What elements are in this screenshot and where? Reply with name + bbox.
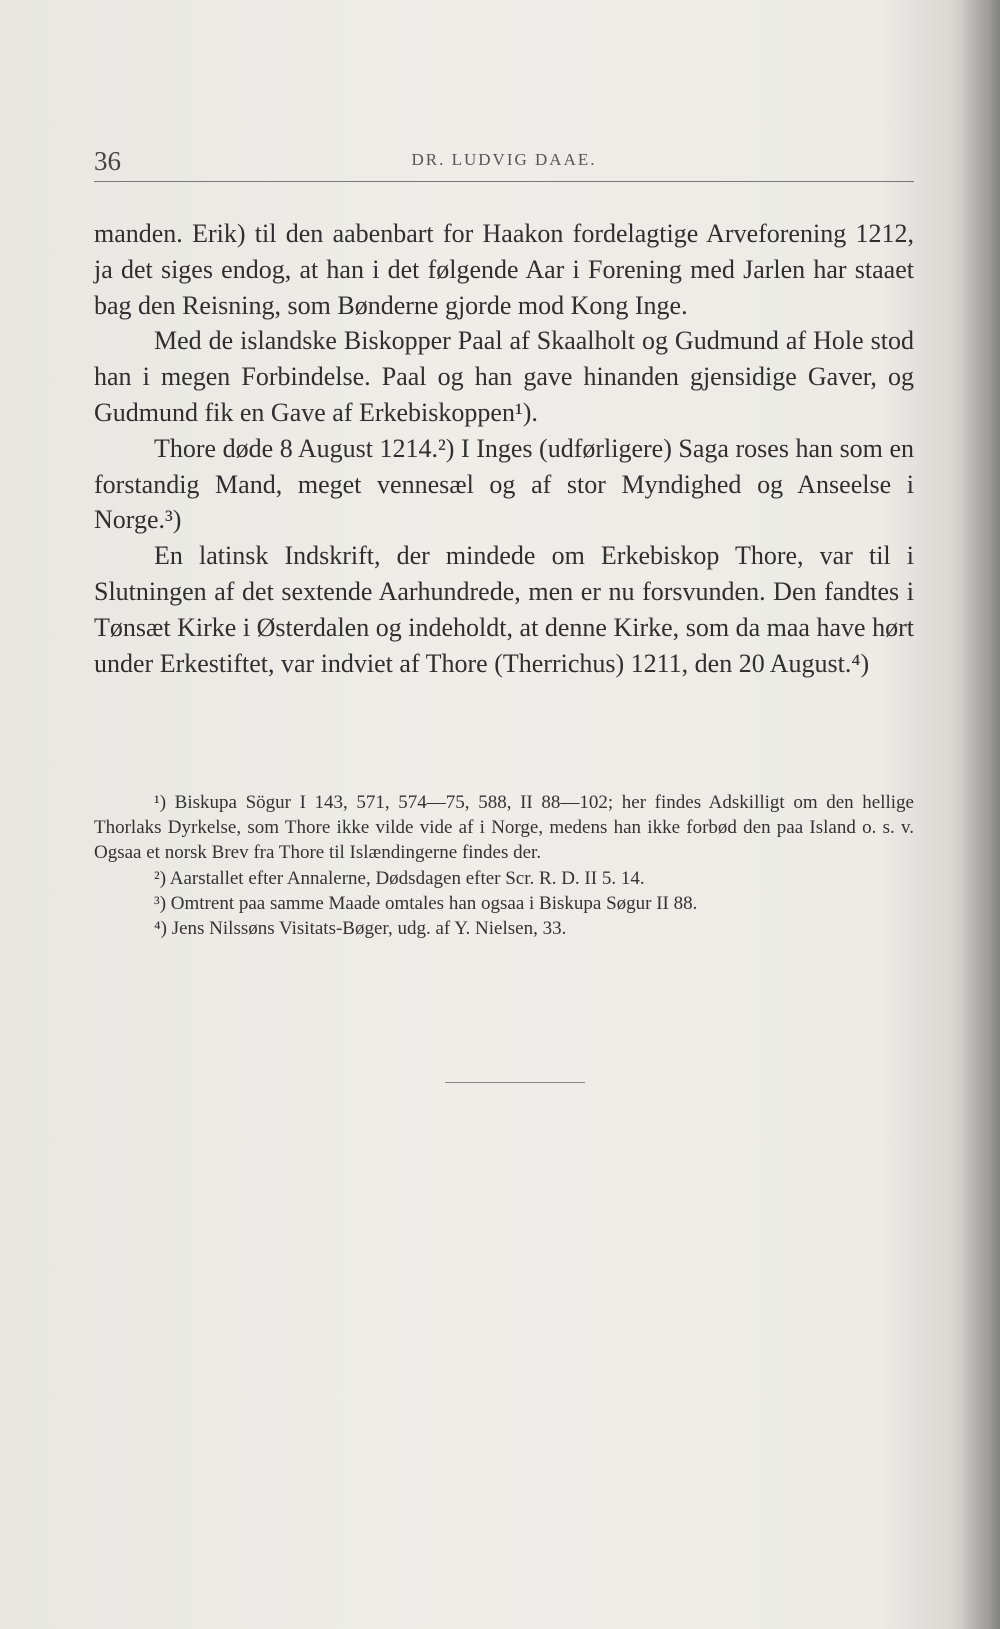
running-head: DR. LUDVIG DAAE. [411, 150, 597, 169]
page-header [94, 138, 914, 182]
paragraph: manden. Erik) til den aabenbart for Haakon fordelagtige Arveforening 1212, ja det siges endog, at han i det følgende Aar i Forening med Jarlen har staaet bag den Reisning, som Bønderne gjorde mod Kong Inge. [94, 219, 914, 320]
paragraph: En latinsk Indskrift, der mindede om Erkebiskop Thore, var til i Slutningen af det sextende Aarhundrede, men er nu forsvunden. Den fandtes i Tønsæt Kirke i Østerdalen og indeholdt, at denne Kirke, som da maa have hørt under Erkestiftet, var indviet af Thore (Therrichus) 1211, den 20 August.⁴) [94, 541, 914, 678]
body-text [94, 216, 914, 681]
header-rule [94, 181, 914, 182]
page-edge-shadow [962, 0, 1000, 1629]
footnotes [94, 790, 914, 941]
footnote-3: ³) Omtrent paa samme Maade omtales han ogsaa i Biskupa Søgur II 88. [154, 892, 698, 914]
footnote-1: ¹) Biskupa Sögur I 143, 571, 574—75, 588, II 88—102; her findes Adskilligt om den hellige Thorlaks Dyrkelse, som Thore ikke vilde vide af i Norge, medens han ikke forbød den paa Island o. s. v. Ogsaa et norsk Brev fra Thore til Islændingerne findes der. [94, 792, 914, 864]
paragraph: Thore døde 8 August 1214.²) I Inges (udførligere) Saga roses han som en forstandig Mand, meget vennesæl og af stor Myndighed og Anseelse i Norge.³) [94, 433, 914, 535]
footnote-4: ⁴) Jens Nilssøns Visitats-Bøger, udg. af Y. Nielsen, 33. [154, 918, 567, 940]
end-rule [445, 1082, 585, 1083]
page-number: 36 [94, 146, 121, 176]
footnote-2: ²) Aarstallet efter Annalerne, Dødsdagen efter Scr. R. D. II 5. 14. [154, 867, 645, 889]
paragraph: Med de islandske Biskopper Paal af Skaalholt og Gudmund af Hole stod han i megen Forbindelse. Paal og han gave hinanden gjensidige Gaver, og Gudmund fik en Gave af Erkebiskoppen¹). [94, 326, 914, 427]
